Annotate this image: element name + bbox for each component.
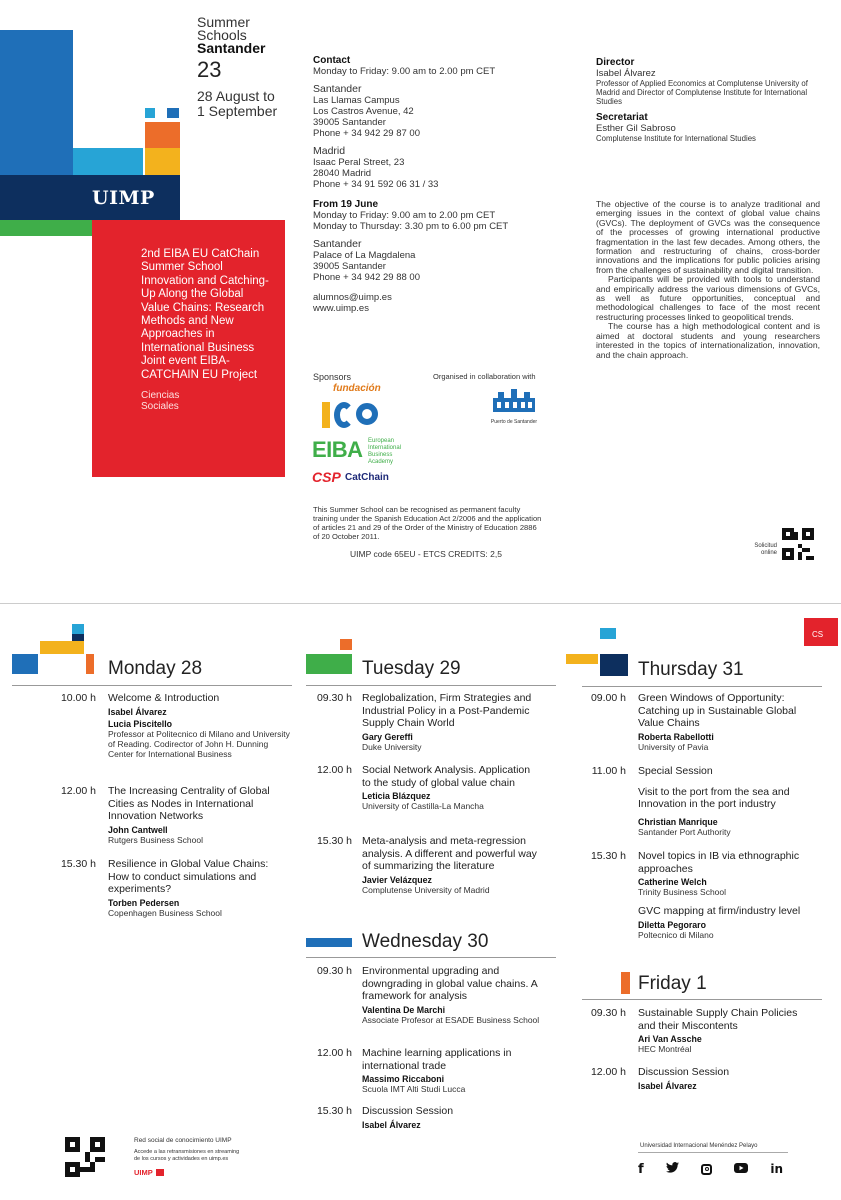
speaker-affiliation: Associate Profesor at ESADE Business School bbox=[362, 1014, 540, 1025]
session-title: Reglobalization, Firm Strategies and Industrial Policy in a Post-Pandemic Supply Chain World bbox=[362, 692, 532, 729]
eiba-logo: EIBA bbox=[312, 437, 363, 462]
session-time: 12.00 h bbox=[316, 1047, 352, 1059]
catchain-logo: CatChain bbox=[345, 472, 389, 483]
session-title: Meta-analysis and meta-regression analysis. A different and powerful way of summarizing the literature bbox=[362, 835, 537, 872]
linkedin-icon[interactable]: in bbox=[770, 1162, 783, 1176]
social-network-heading: Red social de conocimiento UIMP bbox=[134, 1137, 232, 1144]
santander2-line: 39005 Santander bbox=[313, 261, 386, 272]
session-title: Discussion Session bbox=[638, 1066, 730, 1078]
speaker-name: Isabel Álvarez bbox=[362, 1119, 421, 1130]
monday-heading: Monday 28 bbox=[108, 658, 203, 679]
recognition-text: This Summer School can be recognised as permanent faculty training under the Spanish Education Act 2/2006 and the application of articles 21 and 29 of the Order of the Ministry of Education 2886 of 20 October 2011. bbox=[313, 505, 542, 541]
leaflet-cover bbox=[0, 0, 841, 595]
speaker-affiliation: Rutgers Business School bbox=[108, 834, 203, 845]
santander-phone[interactable]: Phone + 34 942 29 87 00 bbox=[313, 128, 420, 139]
monday-block-cyan bbox=[72, 624, 84, 634]
direction-column bbox=[596, 57, 821, 143]
session-title: Welcome & Introduction bbox=[108, 692, 220, 704]
session-time: 09.00 h bbox=[590, 692, 626, 704]
speaker-name: Isabel Álvarez bbox=[638, 1080, 697, 1091]
wednesday-heading: Wednesday 30 bbox=[362, 931, 489, 952]
session-time: 12.00 h bbox=[590, 1066, 626, 1078]
santander-city: Santander bbox=[313, 83, 362, 95]
thursday-block-navy bbox=[600, 654, 628, 676]
speaker-name: Gary Gereffi bbox=[362, 731, 413, 742]
speaker-name: Valentina De Marchi bbox=[362, 1004, 446, 1015]
madrid-line: 28040 Madrid bbox=[313, 168, 372, 179]
qr-code-icon[interactable] bbox=[782, 528, 814, 560]
session-time: 09.30 h bbox=[590, 1007, 626, 1019]
session-title: Social Network Analysis. Application to the study of global value chain bbox=[362, 764, 531, 789]
thursday-heading: Thursday 31 bbox=[638, 659, 744, 680]
speaker-affiliation: Complutense University of Madrid bbox=[362, 884, 490, 895]
speaker-name: Christian Manrique bbox=[638, 816, 718, 827]
university-name: Universidad Internacional Menéndez Pelayo bbox=[640, 1143, 758, 1149]
speaker-name: Isabel Álvarez bbox=[108, 706, 167, 717]
logo-block-orange bbox=[145, 122, 180, 148]
csp-logo: CSP bbox=[312, 469, 341, 485]
santander-line: Las Llamas Campus bbox=[313, 95, 400, 106]
dates-line1: 28 August to bbox=[197, 88, 275, 104]
fundacion-logo: fundación bbox=[333, 383, 381, 394]
uimp-logo-bar bbox=[0, 175, 180, 220]
speaker-name: Javier Velázquez bbox=[362, 874, 432, 885]
objective-paragraph: Participants will be provided with tools to understand and empirically address the various dimensions of GVCs, as well as future opportunities, conceptual and methodological challenges to face of the most recent restructuring processes linked to geopolitical trends. bbox=[596, 274, 820, 322]
director-name: Isabel Álvarez bbox=[596, 68, 656, 79]
friday-block-orange bbox=[621, 972, 630, 994]
tuesday-rule bbox=[306, 685, 556, 686]
secretariat-name: Esther Gil Sabroso bbox=[596, 123, 676, 134]
speaker-affiliation: HEC Montréal bbox=[638, 1044, 692, 1054]
tuesday-block-green bbox=[306, 654, 352, 674]
logo-block-yellow bbox=[145, 148, 180, 175]
uimp-footer-logo: UIMP bbox=[134, 1168, 153, 1177]
from-line: Monday to Friday: 9.00 am to 2.00 pm CET bbox=[313, 210, 496, 221]
session-time: 09.30 h bbox=[316, 965, 352, 977]
logo-block-cyan bbox=[73, 148, 143, 175]
wednesday-rule bbox=[306, 957, 556, 958]
session-title: Special Session bbox=[638, 765, 713, 777]
session-time: 09.30 h bbox=[316, 692, 352, 704]
speaker-name: Ari Van Assche bbox=[638, 1034, 702, 1044]
cs-tag: CS bbox=[804, 618, 838, 646]
from-heading: From 19 June bbox=[313, 199, 379, 210]
session-title: Novel topics in IB via ethnographic approaches bbox=[638, 850, 800, 875]
session-time: 11.00 h bbox=[591, 765, 626, 777]
uimp-footer-logo-mark bbox=[156, 1169, 164, 1176]
thursday-block-yellow bbox=[566, 654, 598, 664]
santander2-phone[interactable]: Phone + 34 942 29 88 00 bbox=[313, 272, 420, 283]
session-title: Resilience in Global Value Chains: How to conduct simulations and experiments? bbox=[108, 858, 269, 895]
session-title: Machine learning applications in international trade bbox=[362, 1047, 512, 1072]
logo-block-green bbox=[0, 220, 92, 236]
logo-block-cyan-small bbox=[145, 108, 155, 118]
monday-block-blue bbox=[12, 654, 38, 674]
course-title: 2nd EIBA EU CatChain Summer School Innovation and Catching-Up Along the Global Value Chains: Research Methods and New Approaches in International Business Joint event EIBA-CATCHAIN EU Project bbox=[141, 248, 269, 381]
email-link[interactable]: alumnos@uimp.es bbox=[313, 292, 392, 303]
instagram-icon[interactable] bbox=[701, 1164, 712, 1175]
secretariat-desc: Complutense Institute for International Studies bbox=[596, 134, 756, 143]
objective-text bbox=[596, 200, 820, 360]
speaker-name: Diletta Pegoraro bbox=[638, 919, 706, 930]
series-label bbox=[197, 16, 297, 119]
contact-heading: Contact bbox=[313, 55, 351, 66]
madrid-city: Madrid bbox=[313, 145, 346, 157]
speaker-affiliation: Trinity Business School bbox=[638, 887, 727, 897]
monday-block-orange bbox=[86, 654, 94, 674]
logo-block-blue-small bbox=[167, 108, 179, 118]
credits-code: UIMP code 65EU - ETCS CREDITS: 2,5 bbox=[350, 549, 502, 559]
santander-line: 39005 Santander bbox=[313, 117, 386, 128]
solicitud-label: Solicitud online bbox=[754, 543, 777, 556]
footer-qr-code-icon[interactable] bbox=[65, 1137, 105, 1177]
monday-block-yellow bbox=[40, 641, 84, 654]
speaker-affiliation: Scuola IMT Alti Studi Lucca bbox=[362, 1084, 466, 1094]
web-link[interactable]: www.uimp.es bbox=[313, 303, 369, 314]
university-rule bbox=[638, 1152, 788, 1153]
speaker-affiliation: University of Pavia bbox=[638, 741, 709, 752]
session-time: 12.00 h bbox=[316, 764, 352, 776]
session-time: 15.30 h bbox=[316, 835, 352, 847]
collab-label: Organised in collaboration with bbox=[433, 372, 536, 381]
port-caption: Puerto de Santander bbox=[490, 419, 538, 425]
speaker-name: Lucia Piscitello bbox=[108, 718, 173, 729]
course-category: Ciencias Sociales bbox=[141, 390, 180, 413]
madrid-phone[interactable]: Phone + 34 91 592 06 31 / 33 bbox=[313, 179, 439, 190]
series-line3: Santander bbox=[197, 40, 266, 56]
session-time: 12.00 h bbox=[60, 785, 96, 797]
session-time: 15.30 h bbox=[590, 850, 626, 862]
objective-paragraph: The objective of the course is to analyze traditional and emerging issues in the context of global value chains (GVCs). The deployment of GVCs was the consequence of the processes of growing international productive fragmentation in the last few decades. Among others, the formation and restructuring of chains, cross-border innovations and the implications for public policies arising from the challenges of sustainability and digital transition. bbox=[596, 199, 820, 275]
twitter-icon[interactable] bbox=[666, 1160, 679, 1178]
friday-heading: Friday 1 bbox=[638, 973, 707, 994]
speaker-affiliation: Santander Port Authority bbox=[638, 826, 731, 837]
session-title: Green Windows of Opportunity: Catching up in Sustainable Global Value Chains bbox=[638, 692, 797, 729]
facebook-icon[interactable]: f bbox=[638, 1161, 644, 1177]
session-title: Sustainable Supply Chain Policies and their Miscontents bbox=[638, 1007, 798, 1032]
session-title: Discussion Session bbox=[362, 1105, 454, 1117]
thursday-rule bbox=[582, 686, 822, 687]
secretariat-heading: Secretariat bbox=[596, 112, 648, 123]
eiba-subtitle: European International Business Academy bbox=[368, 438, 402, 465]
session-title: Environmental upgrading and downgrading in global value chains. A framework for analysis bbox=[362, 965, 538, 1002]
speaker-name: Massimo Riccaboni bbox=[362, 1074, 445, 1084]
madrid-line: Isaac Peral Street, 23 bbox=[313, 157, 405, 168]
santander2-city: Santander bbox=[313, 238, 362, 250]
course-title-box bbox=[92, 220, 285, 477]
contact-hours: Monday to Friday: 9.00 am to 2.00 pm CET bbox=[313, 66, 496, 77]
friday-rule bbox=[582, 999, 822, 1000]
sponsors-label: Sponsors bbox=[313, 372, 352, 382]
series-line2: Schools bbox=[197, 27, 247, 43]
santander-line: Los Castros Avenue, 42 bbox=[313, 106, 414, 117]
contact-column bbox=[313, 55, 543, 314]
speaker-name: Catherine Welch bbox=[638, 877, 707, 887]
social-network-text: Accede a las retransmisiones en streaming de los cursos y actividades en uimp.es bbox=[134, 1149, 240, 1162]
dates-line2: 1 September bbox=[197, 103, 278, 119]
thursday-block-cyan bbox=[600, 628, 616, 639]
youtube-icon[interactable] bbox=[734, 1160, 748, 1178]
director-heading: Director bbox=[596, 57, 635, 68]
logo-block-blue bbox=[0, 30, 73, 175]
speaker-affiliation: Duke University bbox=[362, 741, 422, 752]
objective-paragraph: The course has a high methodological content and is aimed at doctoral students and young researchers interested in the topics of internationalization, innovation, and the chain approach. bbox=[596, 321, 820, 360]
speaker-name: Roberta Rabellotti bbox=[638, 731, 714, 742]
uimp-logo-text: UIMP bbox=[92, 187, 155, 209]
director-desc: Professor of Applied Economics at Complutense University of Madrid and Director of Complutense Institute for International Studies bbox=[596, 79, 808, 106]
session-title: The Increasing Centrality of Global Cities as Nodes in International Innovation Networks bbox=[108, 785, 270, 822]
speaker-affiliation: Professor at Politecnico di Milano and University of Reading. Codirector of John H. Dunning Center for International Business bbox=[108, 728, 290, 759]
tuesday-heading: Tuesday 29 bbox=[362, 658, 461, 679]
port-authority-logo bbox=[490, 388, 538, 425]
monday-block-navy bbox=[72, 634, 84, 641]
speaker-name: John Cantwell bbox=[108, 824, 168, 835]
santander2-line: Palace of La Magdalena bbox=[313, 250, 416, 261]
wednesday-block-blue bbox=[306, 938, 352, 947]
speaker-name: Torben Pedersen bbox=[108, 897, 180, 908]
ico-logo bbox=[322, 400, 380, 430]
series-year: 23 bbox=[197, 57, 222, 82]
page-divider bbox=[0, 603, 841, 604]
from-line: Monday to Thursday: 3.30 pm to 6.00 pm CET bbox=[313, 221, 509, 232]
session-time: 15.30 h bbox=[60, 858, 96, 870]
series-line1: Summer bbox=[197, 14, 250, 30]
speaker-affiliation: Copenhagen Business School bbox=[108, 907, 222, 918]
speaker-affiliation: University of Castilla-La Mancha bbox=[362, 801, 484, 811]
session-time: 15.30 h bbox=[316, 1105, 352, 1117]
tuesday-block-orange bbox=[340, 639, 352, 650]
session-subtitle: Visit to the port from the sea and Innovation in the port industry bbox=[638, 785, 790, 810]
monday-rule bbox=[12, 685, 292, 686]
speaker-affiliation: Poltecnico di Milano bbox=[638, 929, 714, 940]
session-time: 10.00 h bbox=[60, 692, 96, 704]
speaker-name: Leticia Blázquez bbox=[362, 791, 431, 801]
social-icons bbox=[638, 1161, 783, 1177]
session-subtitle: GVC mapping at firm/industry level bbox=[638, 905, 801, 917]
